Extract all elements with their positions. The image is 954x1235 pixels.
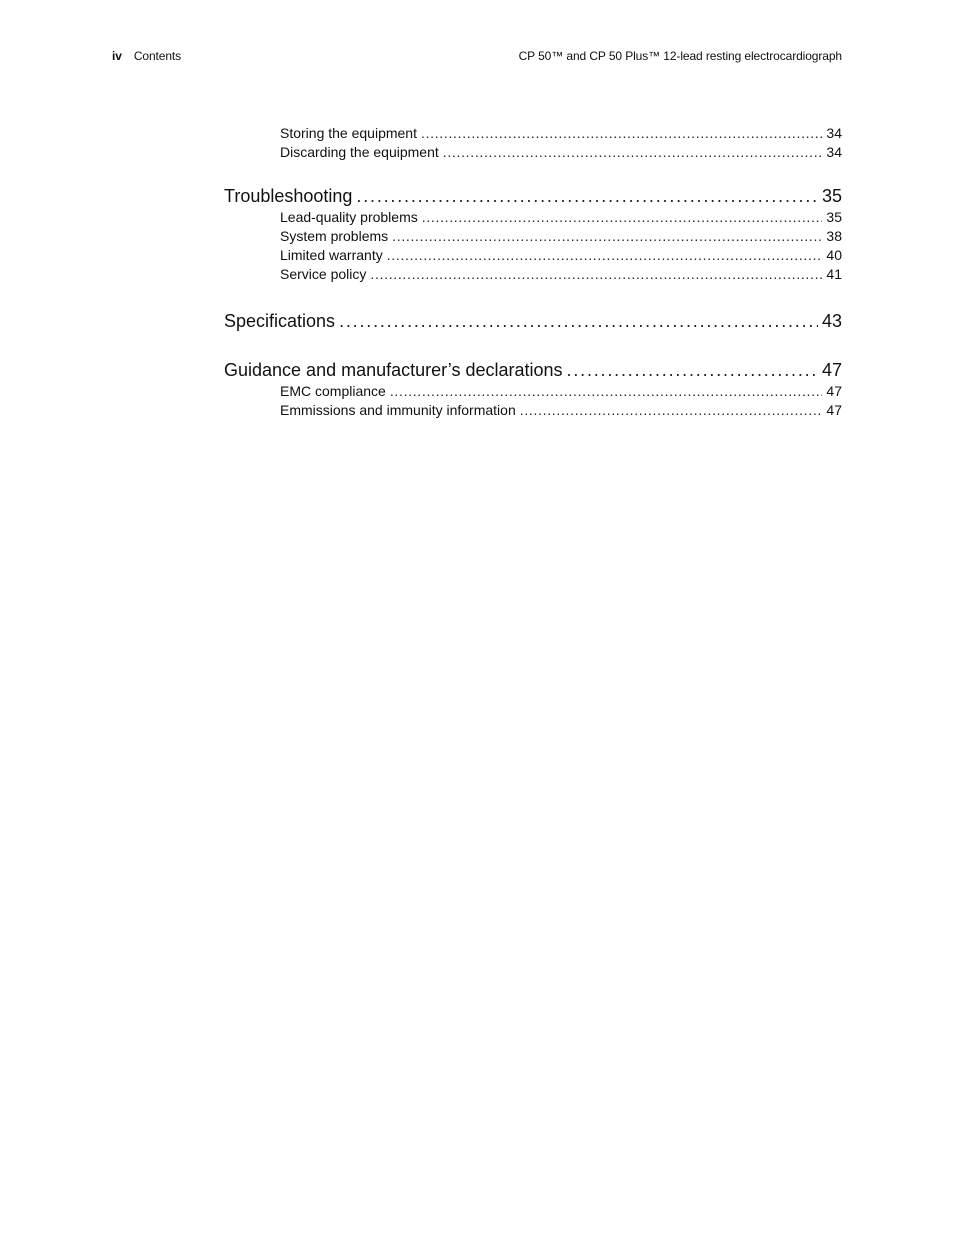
toc-entry-system-problems[interactable] (224, 227, 842, 246)
dot-leader (422, 208, 823, 227)
toc-entry-storing-equipment[interactable] (224, 124, 842, 143)
toc-entry-label: Limited warranty (280, 247, 383, 263)
toc-entry-emc-compliance[interactable] (224, 382, 842, 401)
toc-entry-page: 41 (826, 266, 842, 282)
toc-chapter-page: 43 (821, 311, 842, 331)
toc-entry-label: Lead-quality problems (280, 209, 418, 225)
document-title: CP 50™ and CP 50 Plus™ 12-lead resting electrocardiograph (518, 49, 842, 63)
toc-chapter-page: 47 (821, 360, 842, 380)
toc-entry-service-policy[interactable] (224, 265, 842, 284)
toc-entry-page: 34 (826, 125, 842, 141)
table-of-contents (224, 124, 842, 420)
dot-leader (387, 246, 823, 265)
toc-entry-page: 35 (826, 209, 842, 225)
toc-entry-limited-warranty[interactable] (224, 246, 842, 265)
toc-entry-label: Service policy (280, 266, 367, 282)
toc-chapter-troubleshooting[interactable] (224, 184, 842, 208)
toc-chapter-label: Specifications (224, 311, 336, 331)
toc-entry-label: System problems (280, 228, 389, 244)
toc-entry-page: 47 (826, 402, 842, 418)
toc-section-specifications (224, 309, 842, 333)
toc-leading-subentries (224, 124, 842, 162)
toc-entry-emissions-immunity[interactable] (224, 401, 842, 420)
toc-entry-page: 40 (826, 247, 842, 263)
dot-leader (356, 184, 818, 208)
toc-entry-page: 38 (826, 228, 842, 244)
dot-leader (421, 124, 822, 143)
dot-leader (370, 265, 822, 284)
toc-entry-discarding-equipment[interactable] (224, 143, 842, 162)
dot-leader (392, 227, 822, 246)
toc-entry-label: Emmissions and immunity information (280, 402, 516, 418)
dot-leader (390, 382, 823, 401)
dot-leader (520, 401, 823, 420)
page-number: iv (112, 49, 122, 63)
toc-entry-label: EMC compliance (280, 383, 386, 399)
toc-section-troubleshooting (224, 184, 842, 284)
toc-entry-label: Storing the equipment (280, 125, 417, 141)
header-left (112, 49, 181, 63)
toc-chapter-label: Guidance and manufacturer’s declarations (224, 360, 563, 380)
toc-chapter-label: Troubleshooting (224, 186, 353, 206)
toc-entry-page: 34 (826, 144, 842, 160)
toc-entry-page: 47 (826, 383, 842, 399)
toc-chapter-specifications[interactable] (224, 309, 842, 333)
dot-leader (339, 309, 818, 333)
section-name: Contents (133, 49, 182, 63)
running-header (112, 49, 842, 67)
toc-entry-lead-quality[interactable] (224, 208, 842, 227)
toc-entry-label: Discarding the equipment (280, 144, 439, 160)
toc-chapter-page: 35 (821, 186, 842, 206)
dot-leader (443, 143, 823, 162)
toc-section-guidance (224, 358, 842, 420)
toc-chapter-guidance[interactable] (224, 358, 842, 382)
dot-leader (567, 358, 818, 382)
